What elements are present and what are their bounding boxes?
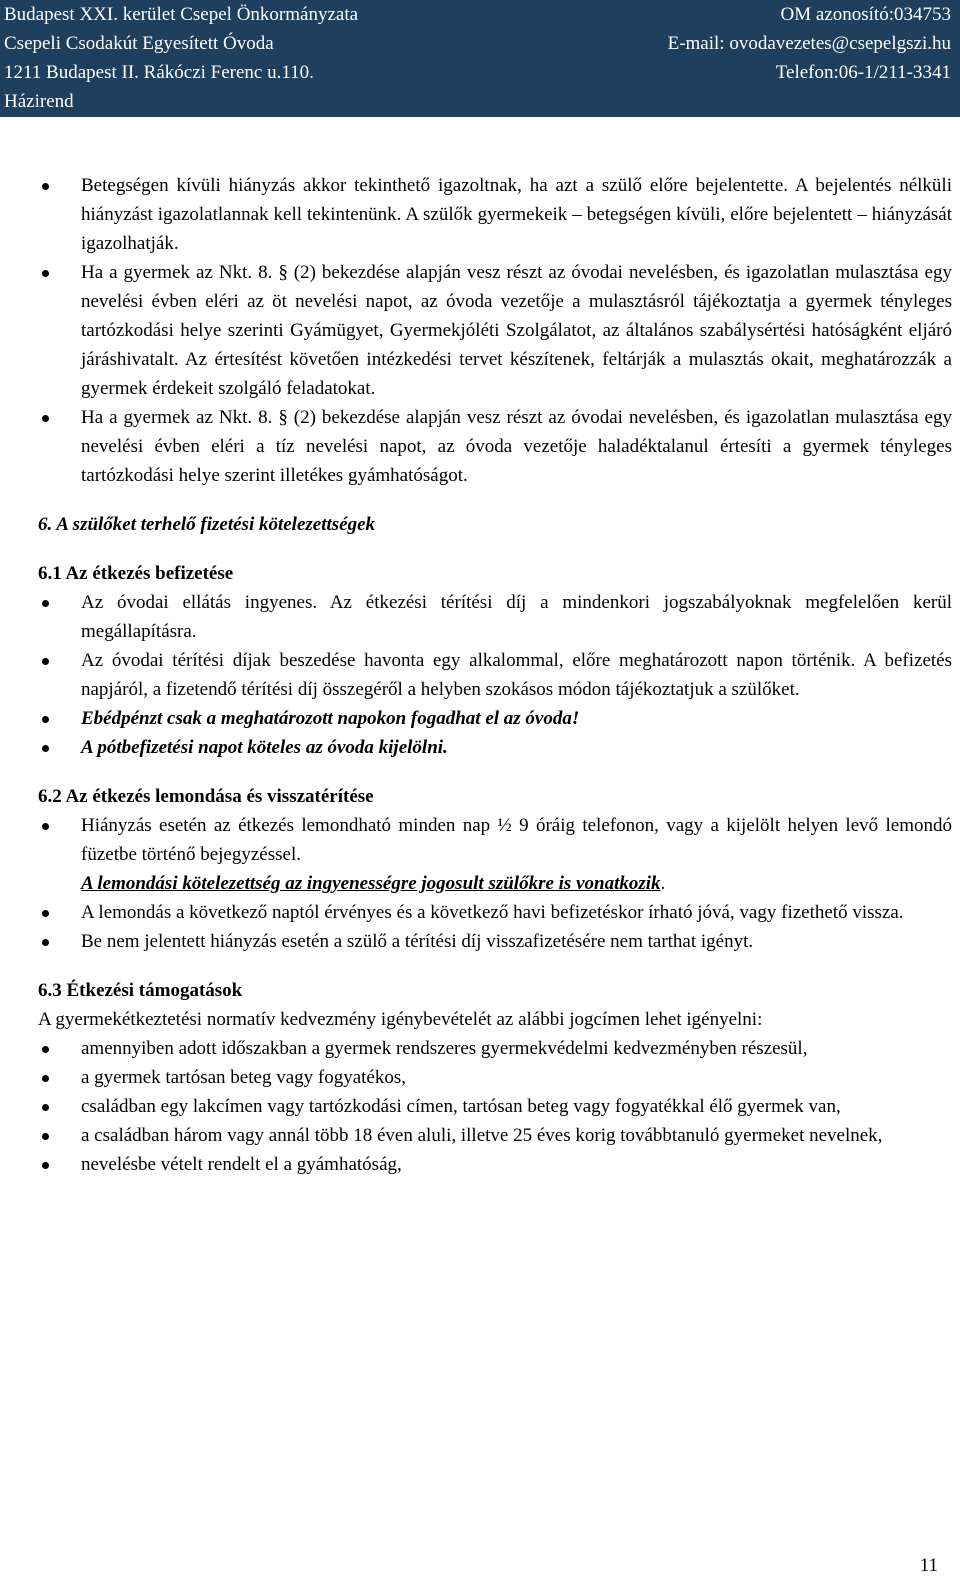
list-item: Ebédpénzt csak a meghatározott napokon fogadhat el az óvoda! <box>38 704 952 733</box>
list-item <box>38 811 952 898</box>
header-row-3 <box>4 58 951 87</box>
page-number: 11 <box>919 1555 938 1576</box>
header-row-1 <box>4 0 951 29</box>
payment-list <box>38 588 952 762</box>
municipality-name: Budapest XXI. kerület Csepel Önkormányzata <box>4 4 359 25</box>
section-6-2-title: 6.2 Az étkezés lemondása és visszatérítése <box>38 786 374 807</box>
list-item-emphasis: A lemondási kötelezettség az ingyenességre jogosult szülőkre is vonatkozik <box>81 873 661 894</box>
list-item: Ha a gyermek az Nkt. 8. § (2) bekezdése alapján vesz részt az óvodai nevelésben, és igazolatlan mulasztása egy nevelési évben eléri a tíz nevelési napot, az óvoda vezetője haladéktalanul értesíti a gyermek tényleges tartózkodási helye szerint illetékes gyámhatóságot. <box>38 403 952 490</box>
list-item: családban egy lakcímen vagy tartózkodási címen, tartósan beteg vagy fogyatékkal élő gyermek van, <box>38 1092 952 1121</box>
section-6-title: 6. A szülőket terhelő fizetési kötelezettségek <box>38 514 376 535</box>
list-item: Ha a gyermek az Nkt. 8. § (2) bekezdése alapján vesz részt az óvodai nevelésben, és igazolatlan mulasztása egy nevelési évben eléri az öt nevelési napot, az óvoda vezetője a mulasztásról tájékoztatja a gyermek tényleges tartózkodási helye szerinti Gyámügyet, Gyermekjóléti Szolgálatot, az általános szabálysértési hatóságként eljáró járáshivatalt. Az értesítést követően intézkedési tervet készítenek, feltárják a mulasztás okait, meghatározzák a gyermek érdekeit szolgáló feladatokat. <box>38 258 952 403</box>
list-item: nevelésbe vételt rendelt el a gyámhatóság, <box>38 1150 952 1179</box>
subsidy-list <box>38 1034 952 1179</box>
cancellation-list <box>38 811 952 956</box>
document-body <box>38 171 952 1179</box>
list-item: Az óvodai ellátás ingyenes. Az étkezési térítési díj a mindenkori jogszabályoknak megfelelően kerül megállapításra. <box>38 588 952 646</box>
email: E-mail: ovodavezetes@csepelgszi.hu <box>667 33 951 54</box>
address: 1211 Budapest II. Rákóczi Ferenc u.110. <box>4 62 314 83</box>
section-6-1-title: 6.1 Az étkezés befizetése <box>38 563 234 584</box>
institution-name: Csepeli Csodakút Egyesített Óvoda <box>4 33 274 54</box>
header-row-2 <box>4 29 951 58</box>
section-6-3-intro: A gyermekétkeztetési normatív kedvezmény igénybevételét az alábbi jogcímen lehet igényelni: <box>38 1009 763 1030</box>
header-row-4 <box>4 87 951 116</box>
section-6-3-title: 6.3 Étkezési támogatások <box>38 980 243 1001</box>
phone: Telefon:06-1/211-3341 <box>775 62 951 83</box>
list-item: a gyermek tartósan beteg vagy fogyatékos, <box>38 1063 952 1092</box>
om-id: OM azonosító:034753 <box>780 4 951 25</box>
absence-list <box>38 171 952 490</box>
list-item: Be nem jelentett hiányzás esetén a szülő a térítési díj visszafizetésére nem tarthat igényt. <box>38 927 952 956</box>
document-header <box>0 0 960 117</box>
list-item: amennyiben adott időszakban a gyermek rendszeres gyermekvédelmi kedvezményben részesül, <box>38 1034 952 1063</box>
list-item-end: . <box>660 873 666 894</box>
list-item: A lemondás a következő naptól érvényes és a következő havi befizetéskor írható jóvá, vagy fizethető vissza. <box>38 898 952 927</box>
list-item-text: Hiányzás esetén az étkezés lemondható minden nap ½ 9 óráig telefonon, vagy a kijelölt helyen levő lemondó füzetbe történő bejegyzéssel. <box>81 815 952 865</box>
list-item: Az óvodai térítési díjak beszedése havonta egy alkalommal, előre meghatározott napon történik. A befizetés napjáról, a fizetendő térítési díj összegéről a helyben szokásos módon tájékoztatjuk a szülőket. <box>38 646 952 704</box>
document-type: Házirend <box>4 91 74 112</box>
list-item: a családban három vagy annál több 18 éven aluli, illetve 25 éves korig továbbtanuló gyermeket nevelnek, <box>38 1121 952 1150</box>
list-item: Betegségen kívüli hiányzás akkor tekinthető igazoltnak, ha azt a szülő előre bejelentette. A bejelentés nélküli hiányzást igazolatlannak kell tekintenünk. A szülők gyermekeik – betegségen kívüli, előre bejelentett – hiányzását igazolhatják. <box>38 171 952 258</box>
list-item: A pótbefizetési napot köteles az óvoda kijelölni. <box>38 733 952 762</box>
